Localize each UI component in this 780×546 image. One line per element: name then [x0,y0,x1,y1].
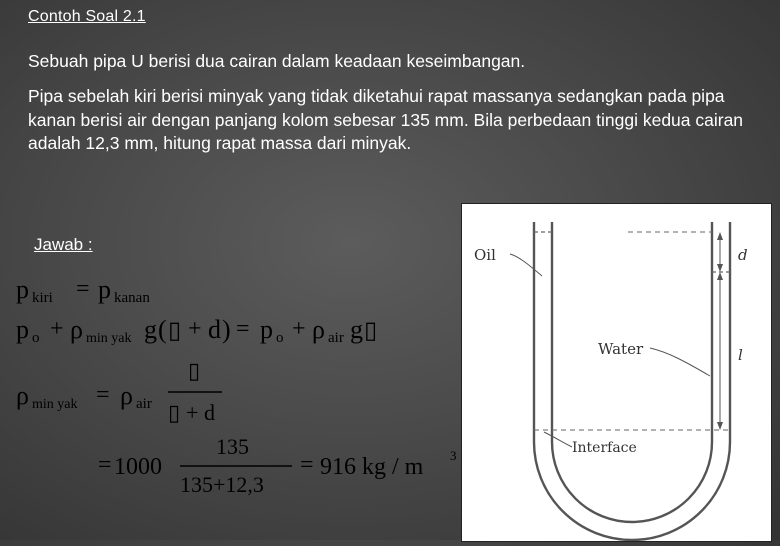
eq2-sub-minyak: min yak [86,331,132,346]
label-d: d [738,246,748,264]
eq2-p0: p [16,315,29,344]
eq2-equals: = [236,316,250,342]
eq3-denominator-plus: + [186,400,199,425]
eq4-exponent: 3 [450,448,457,463]
eq2-g: g [144,315,157,344]
eq2-plus2: + [188,316,202,342]
eq3-rho-air: ρ [120,381,133,410]
eq3-equals: = [96,382,110,408]
leader-oil [510,254,542,276]
problem-intro-text: Sebuah pipa U berisi dua cairan dalam keadaan keseimbangan. [28,51,526,71]
u-tube-diagram [462,204,771,541]
eq2-p0-right: p [260,315,273,344]
eq4-equals2: = [300,452,314,478]
eq1-equals: = [76,276,90,302]
arrow-l-top [717,272,723,280]
arrow-d-top [717,232,723,240]
eq2-g-right: g [350,315,363,344]
eq1-sub-kiri: kiri [32,290,53,306]
eq2-paren-open: ( [158,315,167,344]
eq2-rho-minyak: ρ [70,315,83,344]
eq2-plus: + [50,316,64,342]
eq4-numerator-135: 135 [216,434,249,459]
eq4-equals: = [98,452,112,478]
eq2-l-box-right: ▯ [364,318,378,344]
eq2-paren-close: ) [222,315,231,344]
problem-statement-text: Pipa sebelah kiri berisi minyak yang tidak diketahui rapat massanya sedangkan pada pipa kanan berisi air dengan panjang kolom sebesar 135 mm. Bila perbedaan tinggi kedua cairan adalah 12,3 mm, hitung rapat massa dari minyak. [28,86,744,153]
u-tube-outer-wall [534,222,730,540]
u-tube-figure [461,203,772,542]
eq3-denominator-d: d [204,400,215,425]
eq4-result: 916 kg / m [320,454,424,480]
eq2-l-box: ▯ [168,318,182,344]
label-oil: Oil [474,246,496,264]
slide-title: Contoh Soal 2.1 [28,8,146,25]
eq1-p-left: p [16,275,29,304]
eq2-plus3: + [292,316,306,342]
eq2-sub-o: o [32,330,40,346]
eq2-d: d [208,315,221,344]
eq3-sub-air: air [136,396,152,412]
label-water: Water [598,340,644,358]
solution-equations [10,268,470,508]
eq3-sub-minyak: min yak [32,397,78,412]
eq1-p-right: p [98,275,111,304]
eq2-rho-air: ρ [312,315,325,344]
u-tube-inner-wall [552,222,712,522]
eq2-sub-air: air [328,330,344,346]
arrow-l-bottom [717,422,723,430]
eq4-denominator: 135+12,3 [180,472,264,497]
arrow-d-bottom [717,264,723,272]
eq3-rho-minyak: ρ [16,381,29,410]
eq1-sub-kanan: kanan [114,290,150,306]
eq3-numerator-l: ▯ [188,358,201,383]
answer-label: Jawab : [34,235,93,254]
leader-interface [544,432,572,447]
eq2-sub-o-right: o [276,330,284,346]
eq4-1000: 1000 [114,454,162,480]
eq3-denominator-l: ▯ [168,400,181,425]
leader-water [650,348,710,376]
label-interface: Interface [572,440,637,456]
label-l: l [738,346,743,364]
